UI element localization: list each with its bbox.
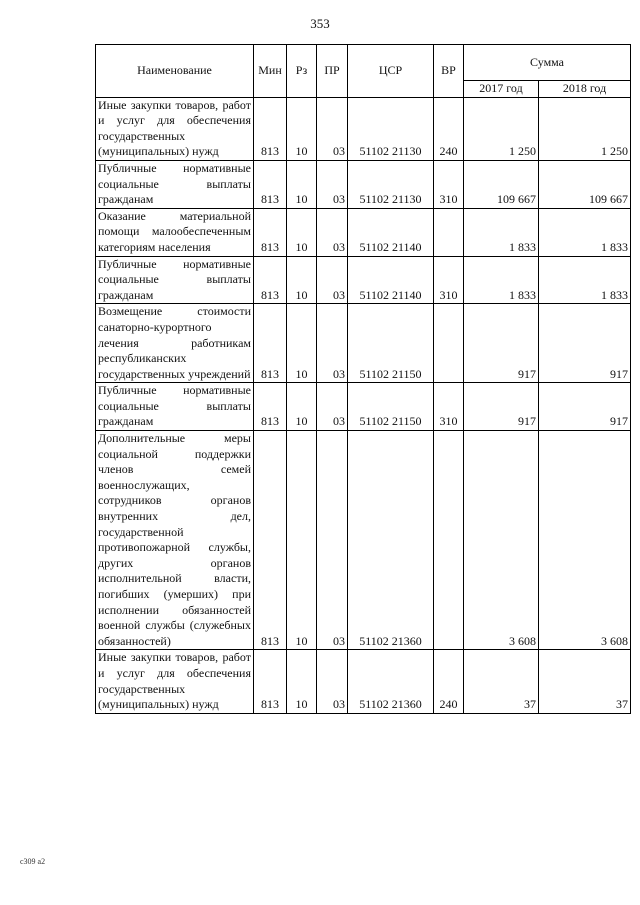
header-2018: 2018 год [539, 81, 631, 98]
cell-rz: 10 [287, 650, 317, 713]
header-csr: ЦСР [348, 45, 434, 98]
header-row [96, 45, 631, 81]
cell-pr: 03 [317, 383, 348, 431]
header-2017: 2017 год [464, 81, 539, 98]
cell-y2017: 109 667 [464, 160, 539, 208]
cell-rz: 10 [287, 431, 317, 650]
cell-name: Дополнительные меры социальной поддержки членов семей военнослужащих, сотрудников органов внутренних дел, государственной противопожарной службы, других органов исполнительной власти, погибших (умерших) при исполнении обязанностей военной службы (служебных обязанностей) [96, 431, 254, 650]
cell-min: 813 [254, 650, 287, 713]
cell-vr: 310 [434, 256, 464, 304]
table-row [96, 650, 631, 713]
cell-min: 813 [254, 208, 287, 256]
cell-vr [434, 431, 464, 650]
cell-pr: 03 [317, 160, 348, 208]
cell-pr: 03 [317, 256, 348, 304]
cell-csr: 51102 21150 [348, 304, 434, 383]
cell-y2017: 917 [464, 383, 539, 431]
cell-rz: 10 [287, 256, 317, 304]
cell-min: 813 [254, 97, 287, 160]
cell-min: 813 [254, 256, 287, 304]
cell-name: Иные закупки товаров, работ и услуг для обеспечения государственных (муниципальных) нужд [96, 650, 254, 713]
cell-y2017: 3 608 [464, 431, 539, 650]
cell-y2017: 917 [464, 304, 539, 383]
cell-rz: 10 [287, 97, 317, 160]
cell-rz: 10 [287, 208, 317, 256]
cell-y2018: 917 [539, 383, 631, 431]
table-row [96, 208, 631, 256]
cell-csr: 51102 21150 [348, 383, 434, 431]
cell-y2018: 1 833 [539, 256, 631, 304]
cell-pr: 03 [317, 431, 348, 650]
cell-y2017: 1 250 [464, 97, 539, 160]
table-row [96, 97, 631, 160]
cell-y2017: 37 [464, 650, 539, 713]
table-row [96, 160, 631, 208]
header-pr: ПР [317, 45, 348, 98]
cell-pr: 03 [317, 650, 348, 713]
cell-csr: 51102 21130 [348, 97, 434, 160]
cell-csr: 51102 21360 [348, 650, 434, 713]
cell-y2017: 1 833 [464, 208, 539, 256]
footer-code: с309 а2 [20, 857, 46, 866]
cell-rz: 10 [287, 383, 317, 431]
budget-table [95, 44, 631, 714]
cell-y2018: 1 833 [539, 208, 631, 256]
cell-csr: 51102 21140 [348, 256, 434, 304]
page-number: 353 [310, 16, 330, 31]
cell-pr: 03 [317, 97, 348, 160]
header-sum: Сумма [464, 45, 631, 81]
cell-y2017: 1 833 [464, 256, 539, 304]
cell-csr: 51102 21130 [348, 160, 434, 208]
cell-y2018: 109 667 [539, 160, 631, 208]
cell-min: 813 [254, 383, 287, 431]
cell-vr [434, 208, 464, 256]
table-row [96, 383, 631, 431]
cell-min: 813 [254, 304, 287, 383]
cell-vr: 310 [434, 160, 464, 208]
cell-vr: 310 [434, 383, 464, 431]
cell-min: 813 [254, 431, 287, 650]
header-vr: ВР [434, 45, 464, 98]
header-rz: Рз [287, 45, 317, 98]
table-row [96, 304, 631, 383]
header-min: Мин [254, 45, 287, 98]
cell-y2018: 917 [539, 304, 631, 383]
cell-pr: 03 [317, 208, 348, 256]
cell-y2018: 37 [539, 650, 631, 713]
cell-name: Оказание материальной помощи малообеспеченным категориям населения [96, 208, 254, 256]
cell-vr: 240 [434, 650, 464, 713]
table-row [96, 256, 631, 304]
table-row [96, 431, 631, 650]
cell-y2018: 3 608 [539, 431, 631, 650]
cell-name: Возмещение стоимости санаторно-курортного лечения работникам республиканских государственных учреждений [96, 304, 254, 383]
cell-name: Публичные нормативные социальные выплаты гражданам [96, 256, 254, 304]
cell-rz: 10 [287, 304, 317, 383]
cell-name: Публичные нормативные социальные выплаты гражданам [96, 383, 254, 431]
cell-pr: 03 [317, 304, 348, 383]
cell-csr: 51102 21360 [348, 431, 434, 650]
header-name: Наименование [96, 45, 254, 98]
cell-name: Публичные нормативные социальные выплаты гражданам [96, 160, 254, 208]
cell-min: 813 [254, 160, 287, 208]
cell-name: Иные закупки товаров, работ и услуг для обеспечения государственных (муниципальных) нужд [96, 97, 254, 160]
cell-vr: 240 [434, 97, 464, 160]
cell-rz: 10 [287, 160, 317, 208]
cell-csr: 51102 21140 [348, 208, 434, 256]
cell-vr [434, 304, 464, 383]
cell-y2018: 1 250 [539, 97, 631, 160]
